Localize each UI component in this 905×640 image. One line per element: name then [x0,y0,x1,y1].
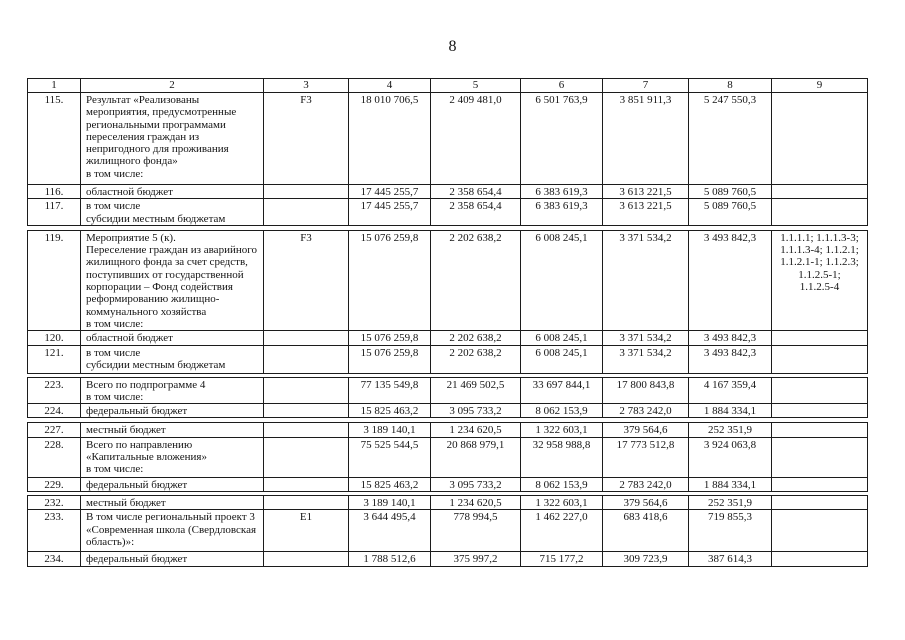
table-row [28,552,868,567]
page-number: 8 [448,38,457,55]
amount-col5-cell: 20 868 979,1 [431,437,521,477]
amount-col8-cell: 3 493 842,3 [689,331,772,345]
column-number-4: 4 [349,79,431,93]
code-cell [264,437,349,477]
row-name-cell: в том числе субсидии местным бюджетам [81,345,264,373]
amount-col4-cell: 75 525 544,5 [349,437,431,477]
amount-col4-cell: 17 445 255,7 [349,199,431,226]
amount-col7-cell: 309 723,9 [603,552,689,567]
code-cell [264,345,349,373]
amount-col8-cell: 1 884 334,1 [689,477,772,491]
table-row [28,93,868,185]
amount-col4-cell: 15 825 463,2 [349,404,431,418]
code-cell [264,404,349,418]
row-name-cell: областной бюджет [81,331,264,345]
column-number-1: 1 [28,79,81,93]
table-row [28,377,868,404]
amount-col6-cell: 6 501 763,9 [521,93,603,185]
row-number-cell: 223. [28,377,81,404]
code-cell: F3 [264,93,349,185]
references-cell [772,437,868,477]
amount-col8-cell: 252 351,9 [689,423,772,437]
row-number-cell: 121. [28,345,81,373]
amount-col8-cell: 719 855,3 [689,510,772,552]
amount-col6-cell: 33 697 844,1 [521,377,603,404]
amount-col7-cell: 3 851 911,3 [603,93,689,185]
amount-col7-cell: 2 783 242,0 [603,404,689,418]
amount-col6-cell: 6 008 245,1 [521,230,603,330]
code-cell [264,423,349,437]
row-name-cell: федеральный бюджет [81,552,264,567]
row-name-cell: В том числе региональный проект 3 «Современная школа (Свердловская область)»: [81,510,264,552]
amount-col5-cell: 2 409 481,0 [431,93,521,185]
amount-col4-cell: 3 189 140,1 [349,496,431,510]
amount-col4-cell: 3 644 495,4 [349,510,431,552]
column-number-9: 9 [772,79,868,93]
references-cell [772,331,868,345]
amount-col7-cell: 17 773 512,8 [603,437,689,477]
amount-col6-cell: 1 462 227,0 [521,510,603,552]
code-cell: E1 [264,510,349,552]
references-cell [772,185,868,199]
amount-col6-cell: 6 383 619,3 [521,185,603,199]
amount-col5-cell: 2 202 638,2 [431,230,521,330]
row-number-cell: 234. [28,552,81,567]
amount-col6-cell: 1 322 603,1 [521,423,603,437]
row-number-cell: 224. [28,404,81,418]
amount-col8-cell: 252 351,9 [689,496,772,510]
amount-col4-cell: 15 076 259,8 [349,331,431,345]
table-row [28,423,868,437]
amount-col5-cell: 2 202 638,2 [431,331,521,345]
table-row [28,437,868,477]
code-cell [264,377,349,404]
amount-col8-cell: 3 493 842,3 [689,230,772,330]
amount-col5-cell: 375 997,2 [431,552,521,567]
references-cell [772,552,868,567]
amount-col4-cell: 15 076 259,8 [349,345,431,373]
table-row [28,345,868,373]
amount-col6-cell: 6 008 245,1 [521,345,603,373]
amount-col6-cell: 715 177,2 [521,552,603,567]
code-cell: F3 [264,230,349,330]
amount-col7-cell: 379 564,6 [603,496,689,510]
row-name-cell: федеральный бюджет [81,477,264,491]
amount-col8-cell: 1 884 334,1 [689,404,772,418]
table-row [28,496,868,510]
amount-col8-cell: 5 247 550,3 [689,93,772,185]
row-name-cell: федеральный бюджет [81,404,264,418]
row-number-cell: 117. [28,199,81,226]
amount-col7-cell: 3 613 221,5 [603,185,689,199]
amount-col5-cell: 778 994,5 [431,510,521,552]
amount-col5-cell: 21 469 502,5 [431,377,521,404]
table-row [28,331,868,345]
references-cell [772,510,868,552]
table-row [28,230,868,330]
references-cell [772,199,868,226]
row-number-cell: 233. [28,510,81,552]
row-number-cell: 115. [28,93,81,185]
amount-col7-cell: 17 800 843,8 [603,377,689,404]
amount-col4-cell: 18 010 706,5 [349,93,431,185]
amount-col5-cell: 1 234 620,5 [431,496,521,510]
column-number-7: 7 [603,79,689,93]
column-number-6: 6 [521,79,603,93]
amount-col5-cell: 3 095 733,2 [431,477,521,491]
amount-col4-cell: 77 135 549,8 [349,377,431,404]
row-number-cell: 119. [28,230,81,330]
row-number-cell: 120. [28,331,81,345]
amount-col7-cell: 3 371 534,2 [603,331,689,345]
amount-col5-cell: 3 095 733,2 [431,404,521,418]
code-cell [264,477,349,491]
budget-table [27,78,868,567]
code-cell [264,185,349,199]
amount-col8-cell: 3 493 842,3 [689,345,772,373]
references-cell [772,93,868,185]
code-cell [264,496,349,510]
amount-col4-cell: 15 076 259,8 [349,230,431,330]
row-number-cell: 116. [28,185,81,199]
amount-col8-cell: 387 614,3 [689,552,772,567]
column-number-8: 8 [689,79,772,93]
amount-col4-cell: 15 825 463,2 [349,477,431,491]
row-number-cell: 228. [28,437,81,477]
amount-col7-cell: 3 371 534,2 [603,345,689,373]
references-cell [772,377,868,404]
amount-col6-cell: 1 322 603,1 [521,496,603,510]
table-row [28,477,868,491]
amount-col5-cell: 1 234 620,5 [431,423,521,437]
table-row [28,510,868,552]
amount-col5-cell: 2 202 638,2 [431,345,521,373]
amount-col7-cell: 379 564,6 [603,423,689,437]
code-cell [264,552,349,567]
references-cell [772,345,868,373]
row-number-cell: 229. [28,477,81,491]
references-cell [772,423,868,437]
row-name-cell: Всего по подпрограмме 4 в том числе: [81,377,264,404]
row-number-cell: 232. [28,496,81,510]
amount-col4-cell: 17 445 255,7 [349,185,431,199]
row-name-cell: Результат «Реализованы мероприятия, предусмотренные региональными программами переселения граждан из непригодного для проживания жилищного фонда» в том числе: [81,93,264,185]
column-number-5: 5 [431,79,521,93]
table-body [28,79,868,567]
references-cell [772,404,868,418]
code-cell [264,331,349,345]
amount-col4-cell: 1 788 512,6 [349,552,431,567]
amount-col5-cell: 2 358 654,4 [431,185,521,199]
references-cell: 1.1.1.1; 1.1.1.3-3; 1.1.1.3-4; 1.1.2.1; 1.1.2.1-1; 1.1.2.3; 1.1.2.5-1; 1.1.2.5-4 [772,230,868,330]
table-row [28,404,868,418]
amount-col6-cell: 8 062 153,9 [521,404,603,418]
table-row [28,185,868,199]
column-number-3: 3 [264,79,349,93]
amount-col8-cell: 5 089 760,5 [689,199,772,226]
references-cell [772,496,868,510]
amount-col7-cell: 683 418,6 [603,510,689,552]
table-header-row [28,79,868,93]
amount-col7-cell: 3 613 221,5 [603,199,689,226]
row-name-cell: местный бюджет [81,423,264,437]
column-number-2: 2 [81,79,264,93]
amount-col6-cell: 6 383 619,3 [521,199,603,226]
table-row [28,199,868,226]
code-cell [264,199,349,226]
amount-col6-cell: 32 958 988,8 [521,437,603,477]
amount-col5-cell: 2 358 654,4 [431,199,521,226]
row-number-cell: 227. [28,423,81,437]
amount-col7-cell: 2 783 242,0 [603,477,689,491]
amount-col4-cell: 3 189 140,1 [349,423,431,437]
amount-col8-cell: 5 089 760,5 [689,185,772,199]
references-cell [772,477,868,491]
amount-col7-cell: 3 371 534,2 [603,230,689,330]
row-name-cell: областной бюджет [81,185,264,199]
amount-col6-cell: 8 062 153,9 [521,477,603,491]
amount-col8-cell: 3 924 063,8 [689,437,772,477]
amount-col8-cell: 4 167 359,4 [689,377,772,404]
amount-col6-cell: 6 008 245,1 [521,331,603,345]
row-name-cell: Мероприятие 5 (к). Переселение граждан из аварийного жилищного фонда за счет средств, поступивших от государственной корпорации – Фонд содействия реформированию жилищно- коммунального хозяйства в том числе: [81,230,264,330]
row-name-cell: Всего по направлению «Капитальные вложения» в том числе: [81,437,264,477]
row-name-cell: местный бюджет [81,496,264,510]
row-name-cell: в том числе субсидии местным бюджетам [81,199,264,226]
